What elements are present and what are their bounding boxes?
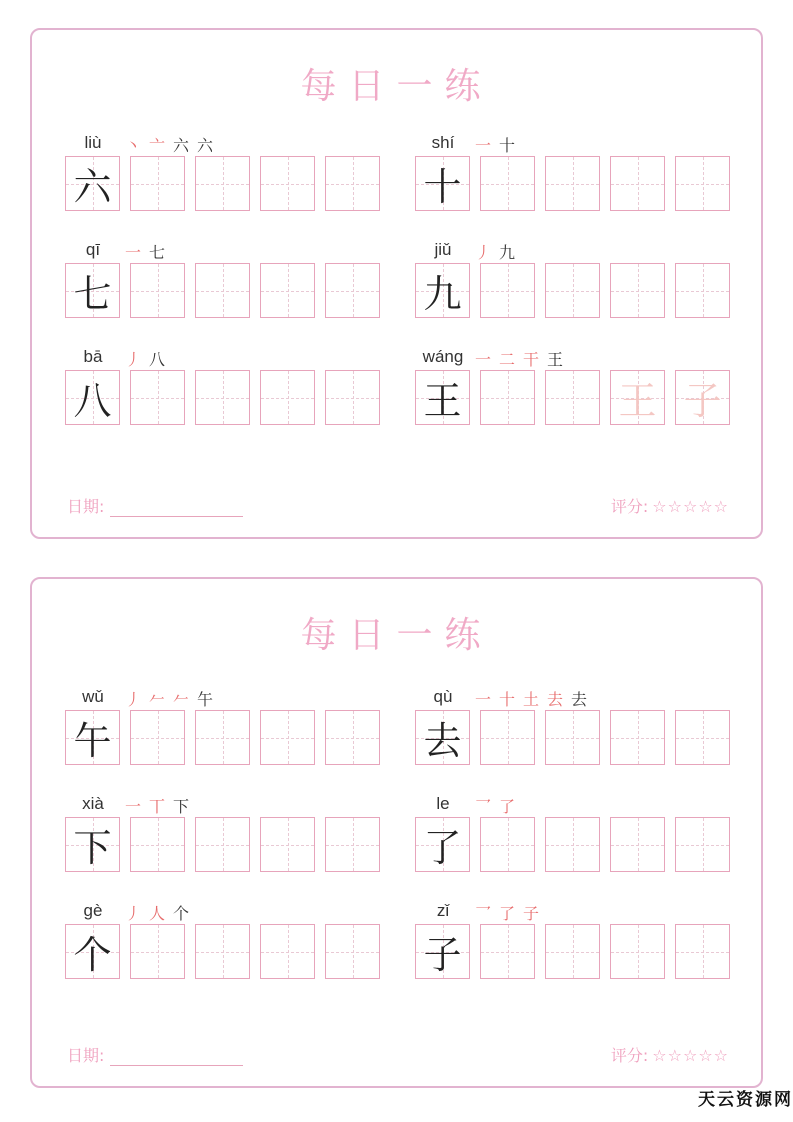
stroke: 𠂉 [149,690,168,709]
stroke: 一 [125,243,144,262]
writing-grid [65,263,390,318]
practice-cell[interactable] [325,370,380,425]
model-cell [415,710,470,765]
stroke-order [125,133,221,156]
model-char: 下 [73,826,112,870]
practice-cell[interactable] [545,817,600,872]
pinyin: shí [431,133,455,152]
stroke-order [475,687,595,710]
stroke: 了 [499,904,518,923]
practice-cell[interactable] [545,156,600,211]
stroke: 𠂉 [173,690,192,709]
score-label: 评分: [610,1046,649,1065]
pinyin: bā [83,347,103,366]
char-entry-5 [65,347,385,442]
date-field [67,1043,243,1066]
stroke: 去 [571,690,590,709]
trace-char: 子 [683,379,722,423]
practice-cell[interactable] [130,710,185,765]
stroke-order [125,347,173,370]
stroke: 九 [499,243,518,262]
practice-cell[interactable] [480,156,535,211]
stroke-order [125,901,197,924]
practice-cell[interactable] [610,817,665,872]
practice-sheet-1 [30,28,763,539]
practice-cell[interactable] [545,370,600,425]
practice-cell[interactable] [480,710,535,765]
practice-cell[interactable] [480,263,535,318]
practice-cell[interactable] [545,710,600,765]
stroke: 王 [547,350,566,369]
model-char: 个 [73,933,112,977]
writing-grid [415,263,740,318]
practice-cell[interactable] [130,156,185,211]
model-char: 九 [423,272,462,316]
practice-cell[interactable] [325,817,380,872]
model-cell [65,156,120,211]
writing-grid [415,817,740,872]
stroke: 丶 [125,136,144,155]
stroke: 丿 [475,243,494,262]
sheet-title: 每日一练 [300,66,493,107]
date-input-line[interactable] [110,1053,243,1066]
practice-cell[interactable] [195,263,250,318]
stroke: 丅 [149,797,168,816]
stroke: 一 [475,690,494,709]
practice-cell[interactable] [675,263,730,318]
pinyin: liù [84,133,102,152]
stroke: 十 [499,136,518,155]
score-label: 评分: [610,497,649,516]
date-input-line[interactable] [110,504,243,517]
model-cell [415,817,470,872]
practice-cell[interactable] [675,156,730,211]
stroke: 乛 [475,904,494,923]
stroke: 个 [173,904,192,923]
model-cell [65,817,120,872]
stroke: 六 [197,136,216,155]
stroke: 六 [173,136,192,155]
practice-cell[interactable] [130,370,185,425]
practice-cell[interactable] [195,370,250,425]
practice-cell[interactable] [325,710,380,765]
char-entry-4 [415,240,735,335]
stroke: 八 [149,350,168,369]
char-entry-3 [65,240,385,335]
practice-cell[interactable] [675,924,730,979]
practice-cell[interactable] [195,817,250,872]
writing-grid [65,710,390,765]
stroke: 土 [523,690,542,709]
model-char: 午 [73,719,112,763]
char-entry-2 [415,133,735,228]
practice-cell[interactable] [610,924,665,979]
stroke: 亠 [149,136,168,155]
practice-cell[interactable] [195,156,250,211]
model-char: 子 [423,933,462,977]
trace-cell[interactable] [675,370,730,425]
char-entry-1 [65,133,385,228]
stroke: 下 [173,797,192,816]
date-label: 日期: [67,497,105,516]
practice-cell[interactable] [195,924,250,979]
model-cell [65,370,120,425]
stroke-order [125,687,221,710]
practice-cell[interactable] [260,710,315,765]
model-char: 去 [423,719,462,763]
writing-grid [415,370,740,425]
stroke-order [475,901,547,924]
writing-grid [415,710,740,765]
model-char: 六 [73,165,112,209]
model-cell [415,370,470,425]
model-cell [415,263,470,318]
model-char: 王 [423,379,462,423]
pinyin: wǔ [82,687,104,706]
practice-cell[interactable] [610,263,665,318]
practice-cell[interactable] [260,370,315,425]
practice-cell[interactable] [545,924,600,979]
stroke-order [125,794,197,817]
star-rating-icons[interactable]: ☆☆☆☆☆ [652,497,729,516]
model-cell [65,924,120,979]
char-entry-6 [415,347,735,442]
practice-cell[interactable] [610,156,665,211]
practice-cell[interactable] [325,263,380,318]
star-rating-icons[interactable]: ☆☆☆☆☆ [652,1046,729,1065]
stroke-order [125,240,173,263]
model-char: 了 [423,826,462,870]
model-cell [415,924,470,979]
writing-grid [65,156,390,211]
char-entry-1 [65,687,385,782]
stroke: 十 [499,690,518,709]
stroke-order [475,133,523,156]
pinyin: wáng [422,347,464,366]
stroke-order [475,794,523,817]
practice-sheet-2 [30,577,763,1088]
trace-cell[interactable] [610,370,665,425]
practice-cell[interactable] [325,156,380,211]
pinyin: zǐ [436,901,450,920]
practice-cell[interactable] [480,370,535,425]
date-field [67,494,243,517]
practice-cell[interactable] [130,817,185,872]
pinyin: qī [85,240,101,259]
practice-cell[interactable] [195,710,250,765]
practice-cell[interactable] [260,817,315,872]
model-char: 八 [73,379,112,423]
model-cell [415,156,470,211]
pinyin: xià [82,794,104,813]
stroke: 人 [149,904,168,923]
model-char: 七 [73,272,112,316]
stroke: 丿 [125,690,144,709]
stroke: 了 [499,797,518,816]
stroke: 干 [523,350,542,369]
stroke: 子 [523,904,542,923]
pinyin: gè [83,901,103,920]
char-entry-4 [415,794,735,889]
watermark: 天云资源网 [698,1090,793,1110]
practice-cell[interactable] [325,924,380,979]
stroke: 一 [475,136,494,155]
practice-cell[interactable] [130,263,185,318]
model-char: 十 [423,165,462,209]
stroke: 七 [149,243,168,262]
char-entry-6 [415,901,735,996]
writing-grid [415,924,740,979]
pinyin: qù [433,687,453,706]
stroke: 乛 [475,797,494,816]
char-entry-3 [65,794,385,889]
practice-cell[interactable] [480,817,535,872]
practice-cell[interactable] [130,924,185,979]
writing-grid [65,817,390,872]
char-entry-5 [65,901,385,996]
practice-cell[interactable] [260,156,315,211]
writing-grid [65,924,390,979]
stroke: 一 [475,350,494,369]
sheet-title: 每日一练 [300,615,493,656]
practice-cell[interactable] [260,263,315,318]
stroke: 去 [547,690,566,709]
writing-grid [65,370,390,425]
stroke: 一 [125,797,144,816]
stroke: 午 [197,690,216,709]
stroke-order [475,240,523,263]
practice-cell[interactable] [675,710,730,765]
stroke: 二 [499,350,518,369]
date-label: 日期: [67,1046,105,1065]
stroke: 丿 [125,904,144,923]
pinyin: jiǔ [434,240,452,259]
model-cell [65,263,120,318]
practice-cell[interactable] [480,924,535,979]
score-field [611,494,729,517]
practice-cell[interactable] [610,710,665,765]
pinyin: le [436,794,450,813]
practice-cell[interactable] [675,817,730,872]
model-cell [65,710,120,765]
score-field [611,1043,729,1066]
practice-cell[interactable] [545,263,600,318]
stroke: 丿 [125,350,144,369]
writing-grid [415,156,740,211]
practice-cell[interactable] [260,924,315,979]
stroke-order [475,347,571,370]
trace-char: 王 [618,379,657,423]
char-entry-2 [415,687,735,782]
